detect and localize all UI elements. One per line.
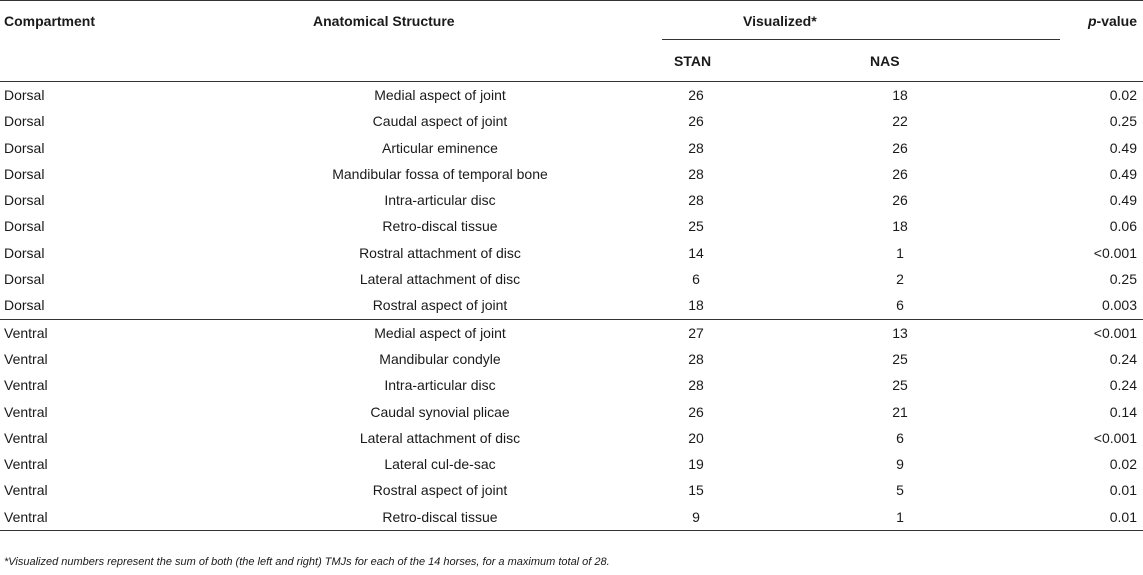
cell-p-value: 0.01 bbox=[1109, 482, 1137, 499]
cell-structure: Intra-articular disc bbox=[384, 377, 496, 394]
cell-nas: 26 bbox=[892, 139, 908, 156]
cell-stan: 14 bbox=[688, 244, 704, 261]
cell-nas: 26 bbox=[892, 192, 908, 209]
cell-nas: 22 bbox=[892, 113, 908, 130]
cell-structure: Articular eminence bbox=[382, 139, 498, 156]
table-row bbox=[0, 187, 1143, 213]
cell-compartment: Ventral bbox=[4, 350, 48, 367]
cell-structure: Medial aspect of joint bbox=[374, 87, 506, 103]
cell-nas: 5 bbox=[896, 482, 904, 499]
cell-compartment: Ventral bbox=[4, 508, 48, 525]
table-row bbox=[0, 399, 1143, 425]
cell-stan: 20 bbox=[688, 429, 704, 446]
cell-compartment: Ventral bbox=[4, 377, 48, 394]
cell-p-value: 0.25 bbox=[1109, 113, 1137, 130]
cell-compartment: Ventral bbox=[4, 403, 48, 420]
table-row bbox=[0, 292, 1143, 319]
cell-compartment: Dorsal bbox=[4, 139, 45, 156]
cell-stan: 19 bbox=[688, 456, 704, 473]
cell-p-value: 0.14 bbox=[1109, 403, 1137, 420]
cell-stan: 27 bbox=[688, 324, 704, 341]
cell-compartment: Dorsal bbox=[4, 87, 45, 103]
cell-stan: 26 bbox=[688, 113, 704, 130]
table-body bbox=[0, 82, 1143, 531]
cell-nas: 1 bbox=[896, 244, 904, 261]
cell-compartment: Dorsal bbox=[4, 192, 45, 209]
cell-structure: Rostral aspect of joint bbox=[372, 482, 508, 499]
cell-structure: Medial aspect of joint bbox=[374, 324, 506, 341]
cell-stan: 26 bbox=[688, 87, 704, 103]
cell-stan: 6 bbox=[692, 271, 700, 288]
cell-stan: 28 bbox=[688, 139, 704, 156]
table-row bbox=[0, 477, 1143, 503]
cell-compartment: Dorsal bbox=[4, 218, 45, 235]
header-compartment: Compartment bbox=[4, 13, 96, 29]
cell-stan: 28 bbox=[688, 165, 704, 182]
cell-compartment: Ventral bbox=[4, 456, 48, 473]
cell-structure: Mandibular condyle bbox=[379, 350, 501, 367]
cell-p-value: 0.24 bbox=[1109, 377, 1137, 394]
cell-structure: Lateral attachment of disc bbox=[359, 271, 521, 288]
table-row bbox=[0, 213, 1143, 239]
cell-p-value: 0.25 bbox=[1109, 271, 1137, 288]
header-visualized: Visualized* bbox=[743, 13, 817, 29]
cell-stan: 28 bbox=[688, 192, 704, 209]
cell-p-value: 0.49 bbox=[1109, 192, 1137, 209]
cell-structure: Lateral attachment of disc bbox=[359, 429, 521, 446]
cell-stan: 15 bbox=[688, 482, 704, 499]
cell-nas: 6 bbox=[896, 429, 904, 446]
cell-structure: Retro-discal tissue bbox=[382, 218, 498, 235]
cell-nas: 21 bbox=[892, 403, 908, 420]
cell-p-value: 0.01 bbox=[1109, 508, 1137, 525]
cell-p-value: <0.001 bbox=[1093, 324, 1137, 341]
cell-stan: 9 bbox=[692, 508, 700, 525]
cell-structure: Lateral cul-de-sac bbox=[384, 456, 496, 473]
cell-nas: 25 bbox=[892, 377, 908, 394]
cell-compartment: Dorsal bbox=[4, 113, 45, 130]
table-row bbox=[0, 451, 1143, 477]
cell-p-value: 0.003 bbox=[1101, 297, 1137, 314]
cell-stan: 18 bbox=[688, 297, 704, 314]
cell-structure: Rostral attachment of disc bbox=[359, 244, 521, 261]
cell-compartment: Dorsal bbox=[4, 297, 45, 314]
cell-compartment: Ventral bbox=[4, 429, 48, 446]
cell-structure: Caudal synovial plicae bbox=[370, 403, 510, 420]
cell-p-value: 0.02 bbox=[1109, 456, 1137, 473]
cell-nas: 18 bbox=[892, 218, 908, 235]
cell-p-value: 0.49 bbox=[1109, 139, 1137, 156]
header-p-value bbox=[1088, 13, 1137, 29]
cell-nas: 13 bbox=[892, 324, 908, 341]
cell-compartment: Dorsal bbox=[4, 244, 45, 261]
header-stan: STAN bbox=[674, 53, 712, 69]
cell-nas: 1 bbox=[896, 508, 904, 525]
table-row bbox=[0, 161, 1143, 187]
cell-structure: Retro-discal tissue bbox=[382, 508, 498, 525]
table-header bbox=[0, 0, 1143, 82]
cell-p-value: <0.001 bbox=[1093, 244, 1137, 261]
table-row bbox=[0, 320, 1143, 346]
cell-compartment: Dorsal bbox=[4, 165, 45, 182]
header-p-rest: -value bbox=[1096, 13, 1137, 29]
cell-nas: 9 bbox=[896, 456, 904, 473]
cell-p-value: 0.24 bbox=[1109, 350, 1137, 367]
cell-p-value: 0.49 bbox=[1109, 165, 1137, 182]
cell-p-value: 0.06 bbox=[1109, 218, 1137, 235]
cell-nas: 26 bbox=[892, 165, 908, 182]
footnote: *Visualized numbers represent the sum of both (the left and right) TMJs for each of the 14 horses, for a maximum total of 28. bbox=[4, 556, 610, 568]
table-row bbox=[0, 372, 1143, 398]
cell-p-value: 0.02 bbox=[1109, 87, 1137, 103]
cell-stan: 25 bbox=[688, 218, 704, 235]
cell-nas: 2 bbox=[896, 271, 904, 288]
cell-structure: Intra-articular disc bbox=[384, 192, 496, 209]
cell-structure: Mandibular fossa of temporal bone bbox=[332, 165, 548, 182]
cell-stan: 28 bbox=[688, 377, 704, 394]
table-row bbox=[0, 135, 1143, 161]
cell-structure: Caudal aspect of joint bbox=[372, 113, 508, 130]
cell-nas: 25 bbox=[892, 350, 908, 367]
cell-compartment: Ventral bbox=[4, 482, 48, 499]
header-p-italic: p bbox=[1087, 13, 1097, 29]
table-row bbox=[0, 425, 1143, 451]
cell-structure: Rostral aspect of joint bbox=[372, 297, 508, 314]
cell-compartment: Dorsal bbox=[4, 271, 45, 288]
table-row bbox=[0, 346, 1143, 372]
table-row bbox=[0, 108, 1143, 134]
table-row bbox=[0, 82, 1143, 108]
cell-stan: 26 bbox=[688, 403, 704, 420]
table-row bbox=[0, 266, 1143, 292]
table-row bbox=[0, 240, 1143, 266]
cell-nas: 6 bbox=[896, 297, 904, 314]
cell-p-value: <0.001 bbox=[1093, 429, 1137, 446]
cell-nas: 18 bbox=[892, 87, 908, 103]
cell-compartment: Ventral bbox=[4, 324, 48, 341]
table-row bbox=[0, 504, 1143, 530]
visualized-divider bbox=[662, 39, 1060, 40]
cell-stan: 28 bbox=[688, 350, 704, 367]
header-nas: NAS bbox=[870, 53, 900, 69]
header-anatomical-structure: Anatomical Structure bbox=[313, 13, 455, 29]
